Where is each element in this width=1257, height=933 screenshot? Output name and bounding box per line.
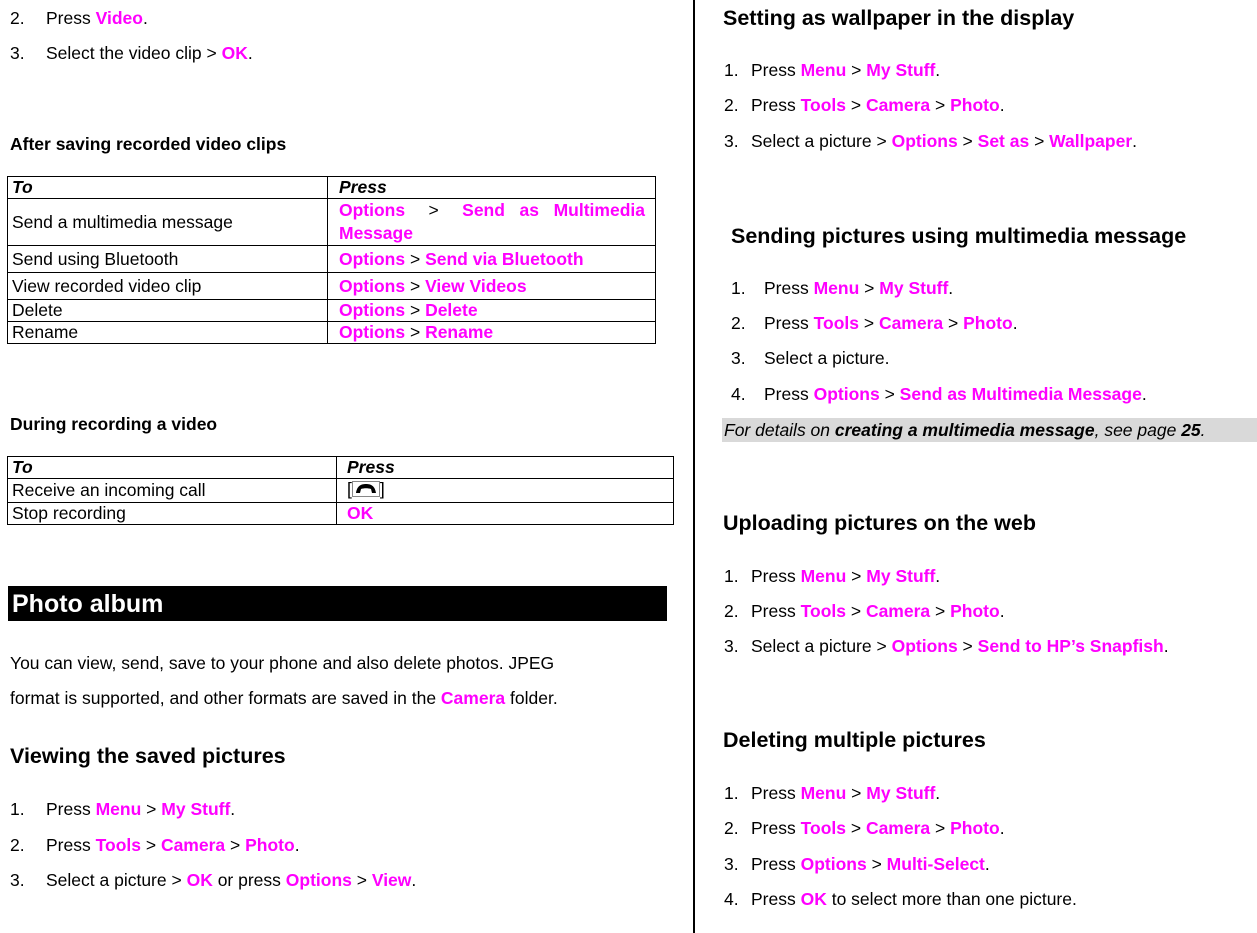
column-divider (693, 0, 695, 933)
key-label: Photo (963, 313, 1013, 333)
text-run: . (142, 8, 148, 28)
text-run: . (411, 870, 417, 890)
phone-icon (352, 481, 380, 502)
list-item: 3. Select a picture. (731, 348, 890, 368)
list-item: 1. Press Menu > My Stuff. (724, 783, 941, 803)
section-title: After saving recorded video clips (10, 134, 287, 154)
text-run: > (846, 783, 867, 803)
key-label: Options (891, 636, 958, 656)
emphasis-text: 25 (1181, 420, 1201, 440)
table-row (8, 246, 656, 273)
table-cell (337, 503, 674, 525)
key-label: Photo (245, 835, 295, 855)
text-run: . (948, 278, 954, 298)
text-run: Press (751, 783, 801, 803)
table-row (8, 503, 674, 525)
key-label: Camera (865, 818, 931, 838)
key-label: My Stuff (161, 799, 231, 819)
text-run: . (935, 60, 941, 80)
table-cell: Delete (8, 300, 328, 322)
key-label: Wallpaper (1049, 131, 1133, 151)
list-item: 3. Select a picture > OK or press Options > View. (10, 870, 417, 890)
section-heading: Viewing the saved pictures (10, 744, 286, 768)
list-item: 1. Press Menu > My Stuff. (724, 566, 941, 586)
table-cell: Rename (8, 322, 328, 344)
text-run: > (930, 818, 951, 838)
key-label: OK (186, 870, 213, 890)
list-item: 1. Press Menu > My Stuff. (731, 278, 954, 298)
text-run: Select a picture > (46, 870, 187, 890)
key-label: Menu (800, 566, 847, 586)
list-item: 2. Press Tools > Camera > Photo. (724, 95, 1005, 115)
key-label: Menu (800, 783, 847, 803)
text-run: Select the video clip > (46, 43, 222, 63)
section-heading: Sending pictures using multimedia message (731, 224, 1187, 248)
text-run: > (957, 131, 978, 151)
text-run: Press (46, 835, 96, 855)
key-label: My Stuff (866, 566, 936, 586)
text-run: or press (212, 870, 286, 890)
table-row (8, 199, 656, 246)
text-run: Press (751, 566, 801, 586)
table-row (8, 322, 656, 344)
text-run: , see page (1094, 420, 1182, 440)
text-run: > (405, 322, 426, 342)
text-run: . (247, 43, 253, 63)
text-run: > (859, 278, 880, 298)
text-run: > (866, 854, 887, 874)
key-label: Menu (95, 799, 142, 819)
text-run: . (1012, 313, 1018, 333)
key-label: Tools (800, 95, 846, 115)
text-run: . (1141, 384, 1147, 404)
key-label: OK (347, 503, 374, 523)
text-run: > (141, 799, 162, 819)
text-run: . (984, 854, 990, 874)
key-label: My Stuff (879, 278, 949, 298)
text-run: . (999, 601, 1005, 621)
text-run: > (943, 313, 964, 333)
key-label: Delete (425, 300, 478, 320)
text-run: Press (46, 8, 96, 28)
text-run: . (1163, 636, 1169, 656)
table-cell: Receive an incoming call (8, 479, 337, 503)
text-run: . (230, 799, 236, 819)
section-title: During recording a video (10, 414, 218, 434)
text-run: > (879, 384, 900, 404)
key-label: OK (800, 889, 827, 909)
key-label: Tools (800, 818, 846, 838)
key-label: Photo (950, 818, 1000, 838)
list-item: 1. Press Menu > My Stuff. (724, 60, 941, 80)
text-run: > (405, 248, 426, 269)
text-run: > (140, 835, 161, 855)
text-run: For details on (724, 420, 835, 440)
list-item: 4. Press OK to select more than one picture. (724, 889, 1077, 909)
key-label: Tools (800, 601, 846, 621)
table-header-cell: To (8, 177, 328, 199)
table-cell: Send using Bluetooth (8, 246, 328, 273)
key-label: View Videos (425, 275, 527, 296)
key-label: Options (339, 300, 406, 320)
key-label: Send as Multimedia (462, 200, 645, 220)
key-label: Video (95, 8, 143, 28)
key-label: OK (221, 43, 248, 63)
text-run: . (999, 95, 1005, 115)
key-label: Menu (800, 60, 847, 80)
table-header-cell: Press (337, 457, 674, 479)
text-run: > (405, 275, 426, 296)
list-item: 2. Press Tools > Camera > Photo. (10, 835, 300, 855)
text-run: Select a picture > (751, 131, 892, 151)
list-item: 2. Press Tools > Camera > Photo. (724, 818, 1005, 838)
text-run: Press (751, 95, 801, 115)
text-run: Press (764, 278, 814, 298)
section-heading: Setting as wallpaper in the display (723, 6, 1075, 30)
list-item: 3. Select the video clip > OK. (10, 43, 253, 63)
key-label: Options (339, 248, 406, 269)
text-run: > (930, 95, 951, 115)
text-run: > (930, 601, 951, 621)
key-label: View (371, 870, 412, 890)
list-item: 2. Press Tools > Camera > Photo. (731, 313, 1018, 333)
key-label: My Stuff (866, 783, 936, 803)
text-run: . (935, 566, 941, 586)
text-run: . (294, 835, 300, 855)
text-run: > (845, 818, 866, 838)
text-run: Select a picture. (764, 348, 890, 368)
key-label: Send to HP’s Snapfish (977, 636, 1164, 656)
key-label: Message (339, 223, 413, 243)
text-run: . (1200, 420, 1206, 440)
during-recording-table (7, 456, 674, 525)
text-run: > (225, 835, 246, 855)
text-run: Press (751, 60, 801, 80)
text-run: > (846, 566, 867, 586)
text-run: format is supported, and other formats are saved in the (10, 688, 441, 708)
table-cell: [ ] (337, 479, 674, 503)
text-run: > (351, 870, 372, 890)
text-run: > (845, 95, 866, 115)
list-item: 3. Press Options > Multi-Select. (724, 854, 990, 874)
table-cell: Stop recording (8, 503, 337, 525)
key-label: My Stuff (866, 60, 936, 80)
table-cell (328, 322, 656, 344)
text-run: Press (751, 818, 801, 838)
text-run: > (846, 60, 867, 80)
key-label: Tools (813, 313, 859, 333)
text-run: > (1029, 131, 1050, 151)
key-label: Options (285, 870, 352, 890)
key-label: Camera (878, 313, 944, 333)
list-item: 2. Press Tools > Camera > Photo. (724, 601, 1005, 621)
section-banner: Photo album (8, 586, 667, 621)
table-cell: View recorded video clip (8, 273, 328, 300)
key-label: Send via Bluetooth (425, 248, 584, 269)
key-label: Rename (425, 322, 494, 342)
key-label: Options (339, 275, 406, 296)
table-cell (328, 246, 656, 273)
text-run: . (1132, 131, 1138, 151)
text-run: Select a picture > (751, 636, 892, 656)
key-label: Options (339, 322, 406, 342)
table-header-cell: To (8, 457, 337, 479)
key-label: Options (800, 854, 867, 874)
section-heading: Deleting multiple pictures (723, 728, 986, 752)
text-run: > (858, 313, 879, 333)
table-cell (328, 273, 656, 300)
key-label: Photo (950, 601, 1000, 621)
table-cell (328, 300, 656, 322)
paragraph-line: You can view, send, save to your phone and also delete photos. JPEG (10, 653, 555, 673)
text-run: . (999, 818, 1005, 838)
key-label: Options (813, 384, 880, 404)
key-label: Multi-Select (886, 854, 985, 874)
separator: > (428, 200, 439, 220)
list-item: 3. Select a picture > Options > Send to HP’s Snapfish. (724, 636, 1169, 656)
key-label: Send as Multimedia Message (899, 384, 1142, 404)
table-cell (328, 199, 656, 246)
text-run: Press (751, 854, 801, 874)
key-label: Camera (160, 835, 226, 855)
key-label: Menu (813, 278, 860, 298)
table-row (8, 273, 656, 300)
text-run: Press (751, 601, 801, 621)
table-header-row (8, 177, 656, 199)
after-saving-table (7, 176, 656, 344)
text-run: > (405, 300, 426, 320)
text-run: Press (764, 384, 814, 404)
key-label: Photo (950, 95, 1000, 115)
text-run: > (845, 601, 866, 621)
table-row (8, 479, 674, 503)
table-row (8, 300, 656, 322)
text-run: . (935, 783, 941, 803)
key-label: Options (891, 131, 958, 151)
list-item: 3. Select a picture > Options > Set as > Wallpaper. (724, 131, 1138, 151)
table-header-row (8, 457, 674, 479)
paragraph-line (10, 688, 558, 709)
list-item: 1. Press Menu > My Stuff. (10, 799, 236, 819)
text-run: > (957, 636, 978, 656)
key-label: Camera (865, 601, 931, 621)
text-run: to select more than one picture. (826, 889, 1077, 909)
text-run: Press (751, 889, 801, 909)
list-item: 4. Press Options > Send as Multimedia Message. (731, 384, 1147, 404)
text-run: Press (764, 313, 814, 333)
key-label: Tools (95, 835, 141, 855)
table-cell: Send a multimedia message (8, 199, 328, 246)
key-label: Options (339, 200, 406, 220)
list-item: 2. Press Video. (10, 8, 148, 28)
text-run: Press (46, 799, 96, 819)
key-label: Camera (440, 688, 506, 708)
key-label: Set as (977, 131, 1030, 151)
table-header-cell: Press (328, 177, 656, 199)
emphasis-text: creating a multimedia message (834, 420, 1095, 440)
note-box (722, 418, 1257, 442)
key-label: Camera (865, 95, 931, 115)
section-heading: Uploading pictures on the web (723, 511, 1036, 535)
text-run: folder. (505, 688, 558, 708)
